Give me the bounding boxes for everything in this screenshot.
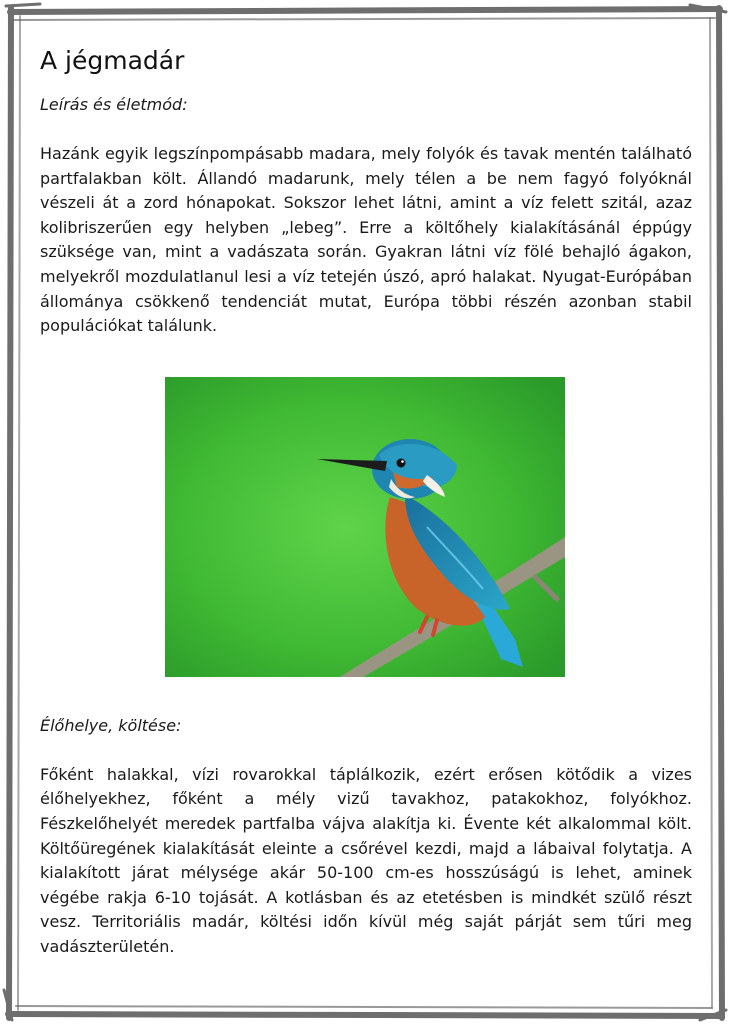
section-heading-habitat: Élőhelye, költése:: [40, 715, 182, 735]
document-page: [40, 44, 692, 960]
paragraph-description: Hazánk egyik legszínpompásabb madara, mely folyók és tavak mentén található partfalakban költ. Állandó madarunk, mely télen a be nem fagyó folyóknál vészeli át a zord hónapokat. Sokszor lehet látni, amint a víz felett szitál, azaz kolibriszerűen egy helyben „lebeg”. Erre a költőhely kialakításánál éppúgy szüksége van, mint a vadászata során. Gyakran látni víz fölé behajló ágakon, melyekről mozdulatlanul lesi a víz tetején úszó, apró halakat. Nyugat-Európában állománya csökkenő tendenciát mutat, Európa többi részén azonban stabil populációkat találunk.: [40, 144, 692, 336]
section-heading-description: Leírás és életmód:: [40, 95, 188, 114]
paragraph-habitat: Főként halakkal, vízi rovarokkal táplálkozik, ezért erősen kötődik a vizes élőhelyekhez, főként a mély vizű tavakhoz, patakokhoz, folyókhoz. Fészkelőhelyét meredek partfalba vájva alakítja ki. Évente két alkalommal költ. Költőüregének kialakítását eleinte a csőrével kezdi, majd a lábaival folytatja. A kialakított járat mélysége akár 50-100 cm-es hosszúságú is lehet, aminek végébe rakja 6-10 tojását. A kotlásban és az etetésben is mindkét szülő részt vesz. Territoriális madár, költési időn kívül még saját párját sem tűri meg vadászterületén.: [40, 764, 692, 956]
kingfisher-icon: [165, 377, 565, 677]
page-title: A jégmadár: [40, 46, 185, 75]
kingfisher-photo: [165, 377, 565, 677]
